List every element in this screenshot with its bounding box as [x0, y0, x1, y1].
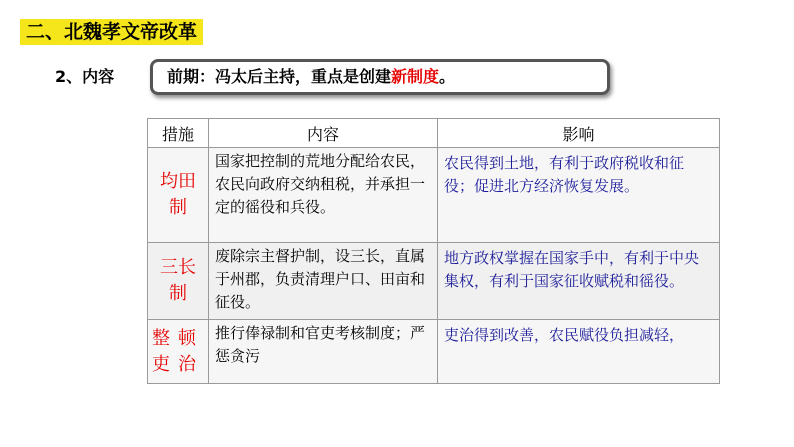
effect-cell: 地方政权掌握在国家手中，有利于中央集权，有利于国家征收赋税和徭役。 [438, 243, 720, 320]
callout-suffix: 。 [439, 67, 456, 86]
header-effect: 影响 [438, 119, 720, 148]
header-content: 内容 [209, 119, 438, 148]
measure-line: 整顿 [152, 327, 204, 349]
measure-cell [148, 243, 209, 320]
callout-highlight: 新制度 [391, 67, 440, 86]
measure-line: 三长 [160, 257, 196, 278]
subheading: 2、内容 [55, 67, 115, 86]
table-row [148, 243, 720, 320]
table-row [148, 148, 720, 243]
table-row [148, 320, 720, 384]
content-cell: 推行俸禄制和官吏考核制度；严惩贪污 [209, 320, 438, 384]
reform-table [147, 118, 720, 384]
callout-box [150, 59, 610, 95]
measure-line: 均田 [160, 171, 196, 192]
content-cell: 国家把控制的荒地分配给农民，农民向政府交纳租税，并承担一定的徭役和兵役。 [209, 148, 438, 243]
measure-line: 制 [169, 197, 187, 218]
measure-line: 吏治 [152, 353, 204, 375]
header-measure: 措施 [148, 119, 209, 148]
section-title: 二、北魏孝文帝改革 [20, 19, 203, 45]
measure-line: 制 [169, 283, 187, 304]
effect-cell: 农民得到土地，有利于政府税收和征役；促进北方经济恢复发展。 [438, 148, 720, 243]
content-cell: 废除宗主督护制，设三长，直属于州郡，负责清理户口、田亩和征役。 [209, 243, 438, 320]
table-header-row [148, 119, 720, 148]
effect-cell: 吏治得到改善，农民赋役负担减轻， [438, 320, 720, 384]
measure-cell [148, 148, 209, 243]
callout-prefix: 前期：冯太后主持，重点是创建 [167, 67, 392, 86]
measure-cell [148, 320, 209, 384]
